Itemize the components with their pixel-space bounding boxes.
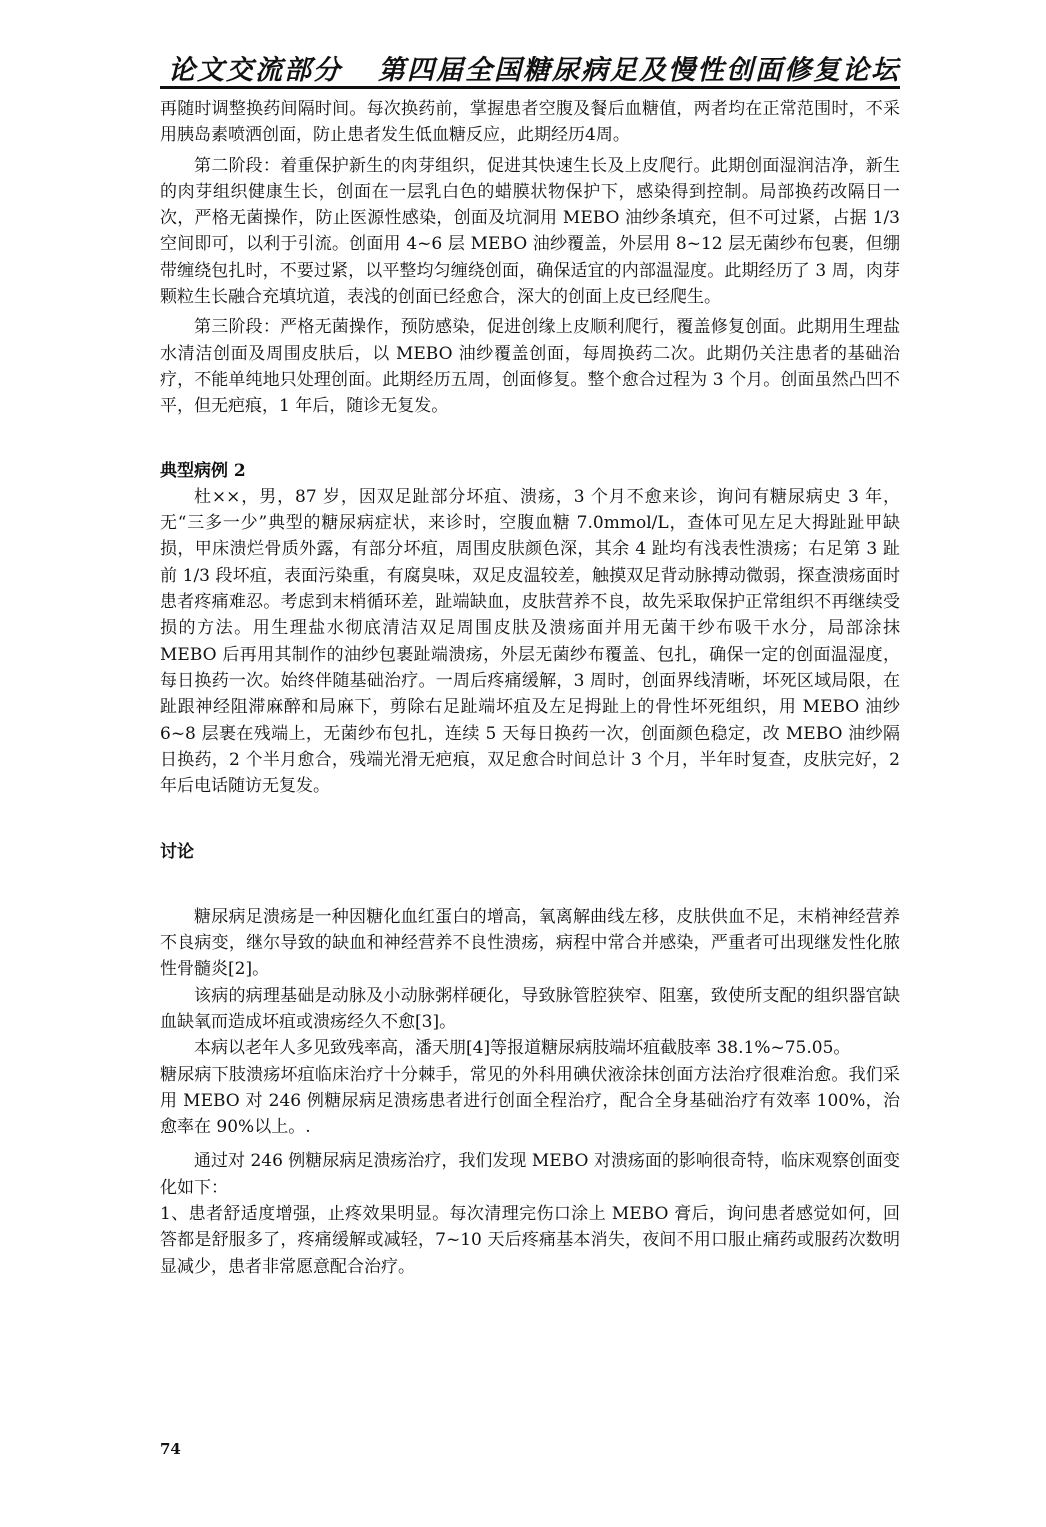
discussion-heading: 讨论 <box>160 842 194 863</box>
paragraph-continuation: 再随时调整换药间隔时间。每次换药前，掌握患者空腹及餐后血糖值，两者均在正常范围时，不采用胰岛素喷洒创面，防止患者发生低血糖反应，此期经历4周。 <box>160 99 900 146</box>
case-2-heading: 典型病例 2 <box>160 460 246 481</box>
paragraph-discussion-4: 糖尿病下肢溃疡坏疽临床治疗十分棘手，常见的外科用碘伏液涂抹创面方法治疗很难治愈。我们采用 MEBO 对 246 例糖尿病足溃疡患者进行创面全程治疗，配合全身基础治疗有效率 100%，治愈率在 90%以上。. <box>160 1064 900 1138</box>
paragraph-discussion-3: 本病以老年人多见致残率高，潘天朋[4]等报道糖尿病肢端坏疽截肢率 38.1%~75.05。 <box>194 1038 851 1059</box>
header-rule <box>160 86 900 89</box>
paragraph-discussion-1: 糖尿病足溃疡是一种因糖化血红蛋白的增高，氧离解曲线左移，皮肤供血不足，末梢神经营养不良病变，继尔导致的缺血和神经营养不良性溃疡，病程中常合并感染，严重者可出现继发性化脓性骨髓炎[2]。 <box>160 906 900 980</box>
paragraph-discussion-5: 通过对 246 例糖尿病足溃疡治疗，我们发现 MEBO 对溃疡面的影响很奇特，临床观察创面变化如下： <box>160 1151 900 1198</box>
section-title: 论文交流部分 <box>168 55 342 86</box>
paragraph-stage-two: 第二阶段：着重保护新生的肉芽组织，促进其快速生长及上皮爬行。此期创面湿润洁净，新生的肉芽组织健康生长，创面在一层乳白色的蜡膜状物保护下，感染得到控制。局部换药改隔日一次，严格无菌操作，防止医源性感染，创面及坑洞用 MEBO 油纱条填充，但不可过紧，占据 1/3 空间即可，以利于引流。创面用 4~6 层 MEBO 油纱覆盖，外层用 8~12 层无菌纱布包裹，但绷带缠绕包扎时，不要过紧，以平整均匀缠绕创面，确保适宜的内部温湿度。此期经历了 3 周，肉芽颗粒生长融合充填坑道，表浅的创面已经愈合，深大的创面上皮已经爬生。 <box>160 155 900 308</box>
paragraph-discussion-2: 该病的病理基础是动脉及小动脉粥样硬化，导致脉管腔狭窄、阻塞，致使所支配的组织器官缺血缺氧而造成坏疽或溃疡经久不愈[3]。 <box>160 985 900 1032</box>
page-number: 74 <box>160 1440 181 1458</box>
paragraph-stage-three: 第三阶段：严格无菌操作，预防感染，促进创缘上皮顺利爬行，覆盖修复创面。此期用生理盐水清洁创面及周围皮肤后，以 MEBO 油纱覆盖创面，每周换药二次。此期仍关注患者的基础治疗，不能单纯地只处理创面。此期经历五周，创面修复。整个愈合过程为 3 个月。创面虽然凸凹不平，但无疤痕，1 年后，随诊无复发。 <box>160 317 900 417</box>
conference-title: 第四届全国糖尿病足及慢性创面修复论坛 <box>378 55 900 86</box>
page-body <box>160 96 900 1280</box>
running-header <box>160 44 900 88</box>
paragraph-case-2: 杜××，男，87 岁，因双足趾部分坏疽、溃疡，3 个月不愈来诊，询问有糖尿病史 3 年，无“三多一少”典型的糖尿病症状，来诊时，空腹血糖 7.0mmol/L，查体可见左足大拇趾趾甲缺损，甲床溃烂骨质外露，有部分坏疽，周围皮肤颜色深，其余 4 趾均有浅表性溃疡；右足第 3 趾前 1/3 段坏疽，表面污染重，有腐臭味，双足皮温较差，触摸双足背动脉搏动微弱，探查溃疡面时患者疼痛难忍。考虑到末梢循环差，趾端缺血，皮肤营养不良，故先采取保护正常组织不再继续受损的方法。用生理盐水彻底清洁双足周围皮肤及溃疡面并用无菌干纱布吸干水分，局部涂抹 MEBO 后再用其制作的油纱包裹趾端溃疡，外层无菌纱布覆盖、包扎，确保一定的创面温湿度，每日换药一次。始终伴随基础治疗。一周后疼痛缓解，3 周时，创面界线清晰，坏死区域局限，在趾跟神经阻滞麻醉和局麻下，剪除右足趾端坏疽及左足拇趾上的骨性坏死组织，用 MEBO 油纱 6~8 层裹在残端上，无菌纱布包扎，连续 5 天每日换药一次，创面颜色稳定，改 MEBO 油纱隔日换药，2 个半月愈合，残端光滑无疤痕，双足愈合时间总计 3 个月，半年时复查，皮肤完好，2 年后电话随访无复发。 <box>160 486 900 797</box>
paragraph-observation-1: 1、患者舒适度增强，止疼效果明显。每次清理完伤口涂上 MEBO 膏后，询问患者感觉如何，回答都是舒服多了，疼痛缓解或减轻，7~10 天后疼痛基本消失，夜间不用口服止痛药或服药次数明显减少，患者非常愿意配合治疗。 <box>160 1203 900 1277</box>
